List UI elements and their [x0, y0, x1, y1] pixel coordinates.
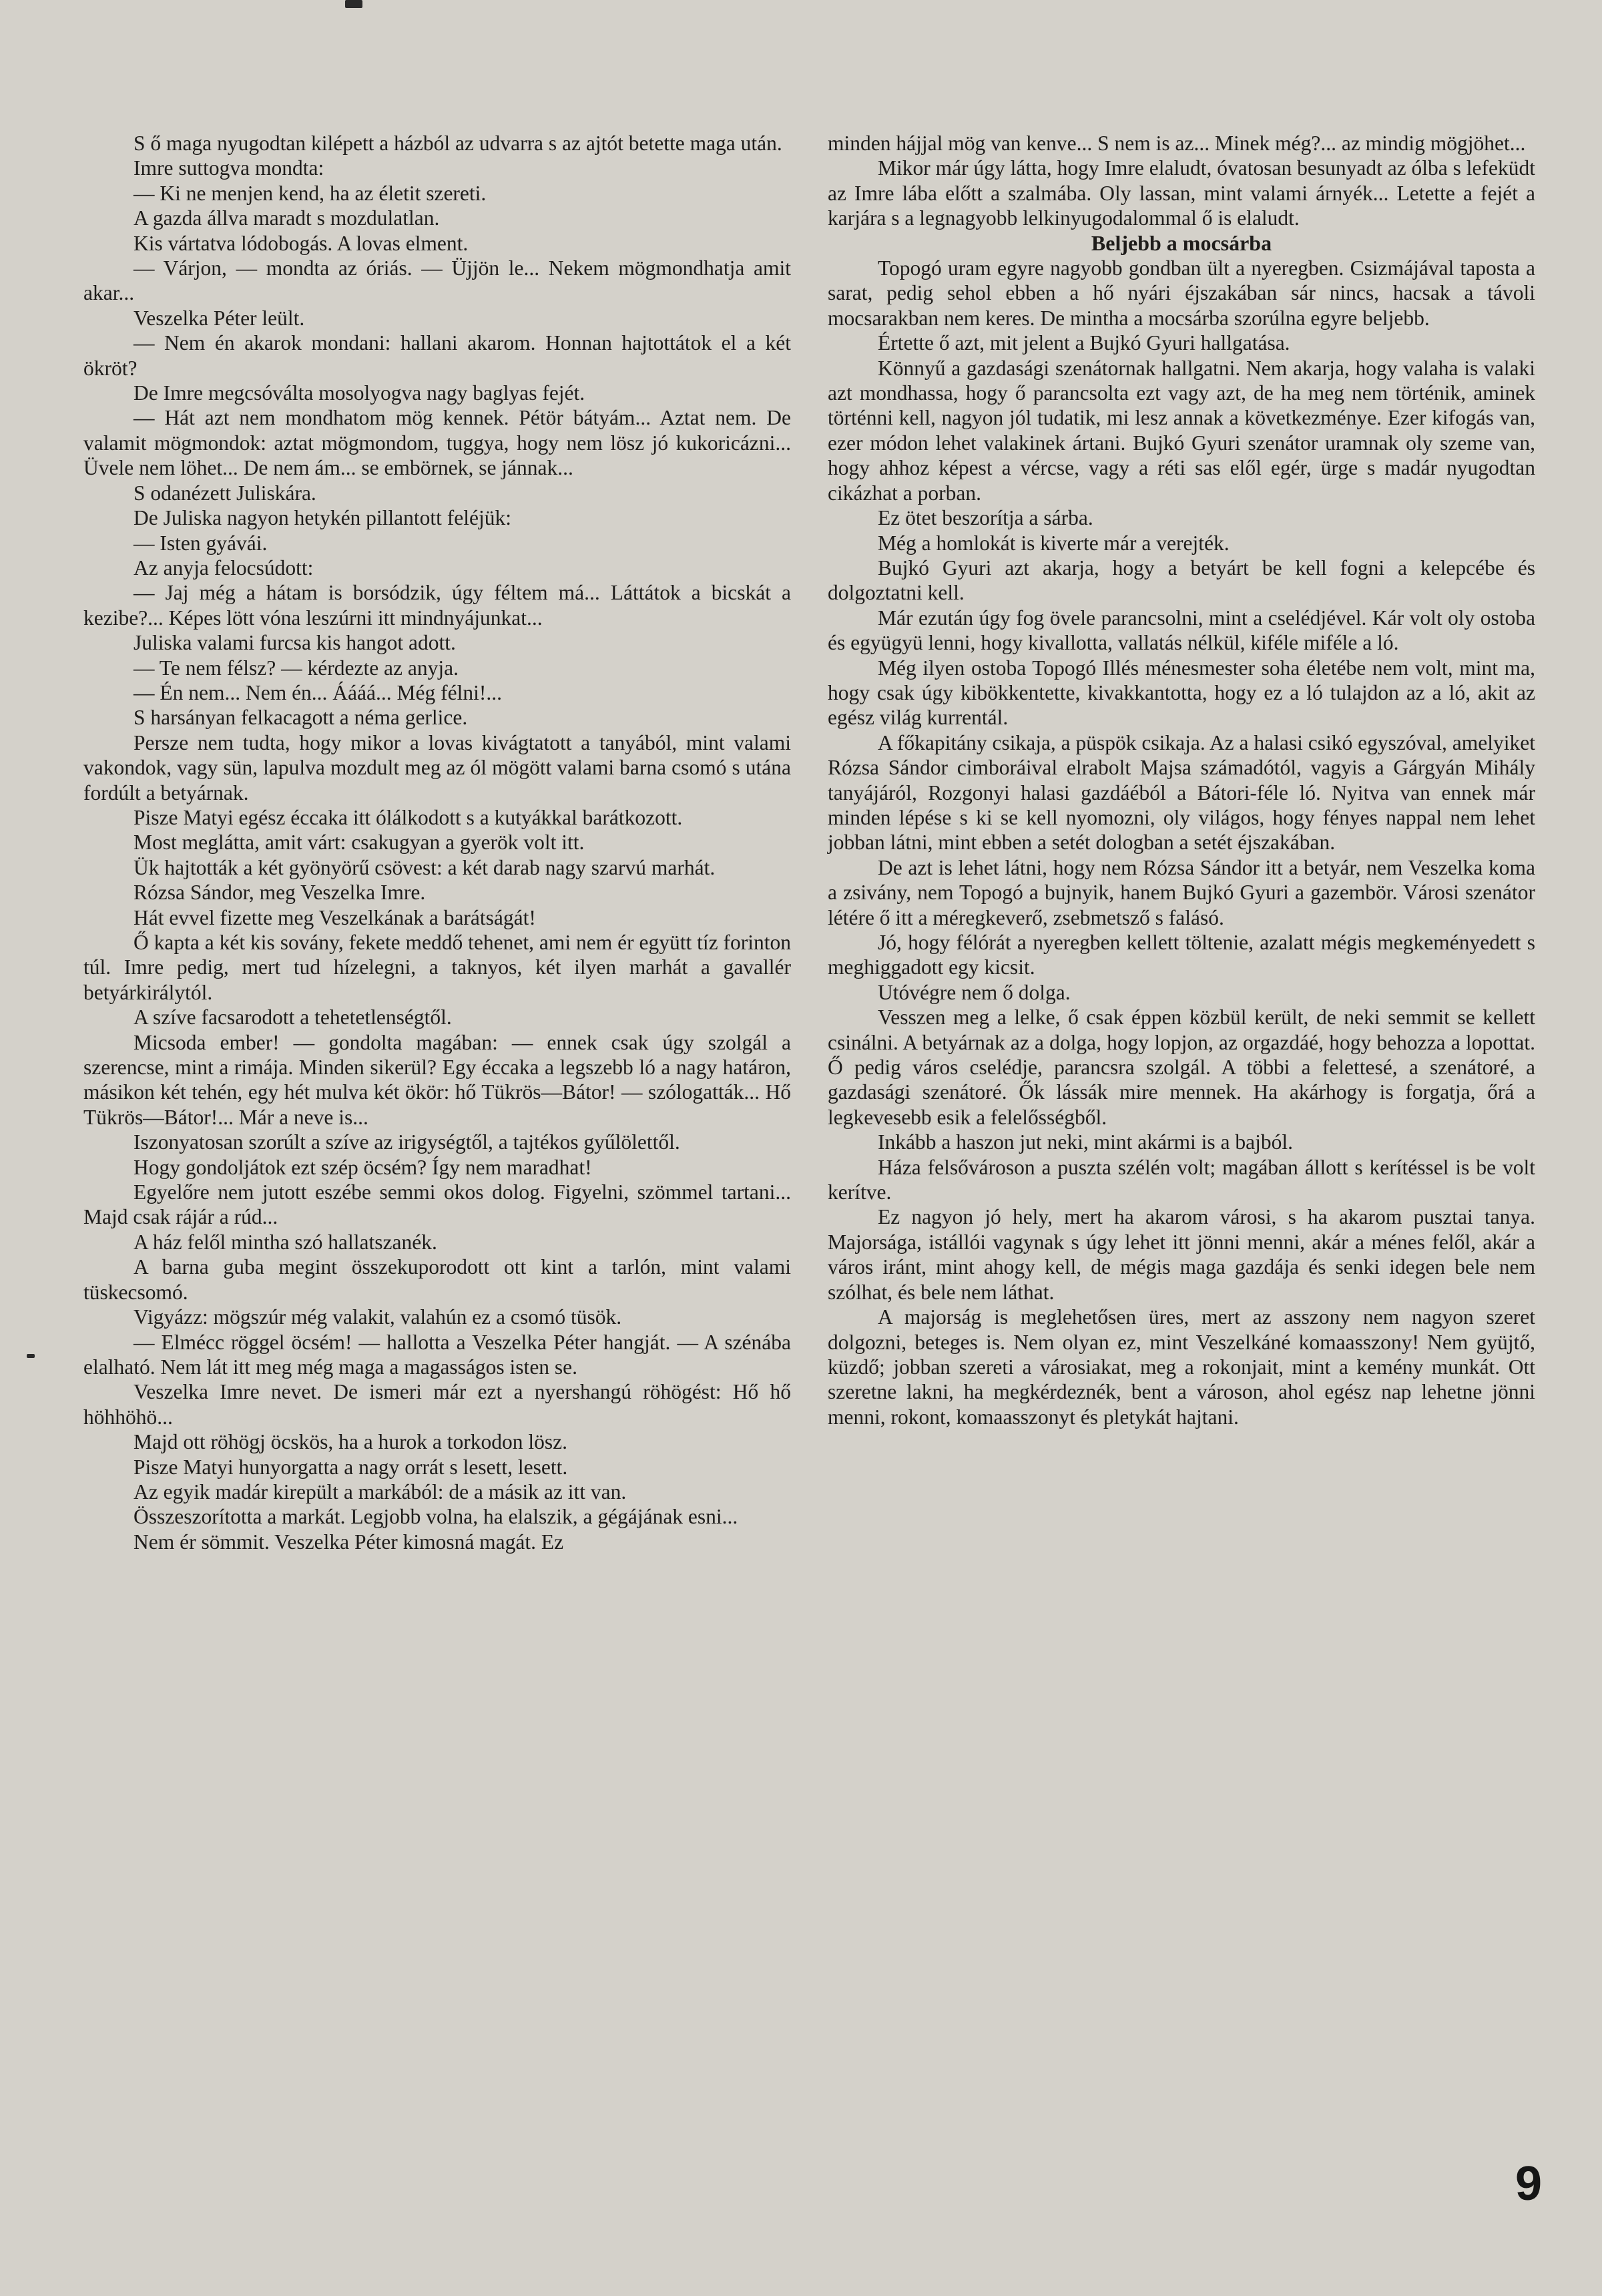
- paragraph: — Te nem félsz? — kérdezte az anyja.: [134, 656, 459, 680]
- paragraph: S odanézett Juliskára.: [134, 481, 316, 505]
- paragraph: A gazda állva maradt s mozdulatlan.: [134, 206, 440, 230]
- paragraph: Vesszen meg a lelke, ő csak éppen közbül került, de neki semmit se kellett csinálni. A betyárnak az a dolga, hogy lopjon, az orgazdáé, hogy behozza a lopottat. Ő pedig város cselédje, parancsra szolgál. A többi a felettesé, a szenátoré, a gazdasági szenátoré. Ők lássák mire mennek. Ha akárhogy is forgatja, őrá a legkevesebb esik a felelősségből.: [828, 1005, 1535, 1129]
- paragraph: A majorság is meglehetősen üres, mert az asszony nem nagyon szeret dolgozni, beteges is. Nem olyan ez, mint Veszelkáné komaasszony! Nem gyüjtő, küzdő; jobban szereti a városiakat, meg a rokonjait, mint a kemény munkát. Ott szeretne lakni, ha megkérdeznék, bent a városon, ahol egész nap lehetne jönni menni, rokont, komaasszonyt és pletykát hajtani.: [828, 1305, 1535, 1429]
- paragraph: Bujkó Gyuri azt akarja, hogy a betyárt be kell fogni a kelepcébe és dolgoztatni kell.: [828, 555, 1535, 605]
- paragraph: Topogó uram egyre nagyobb gondban ült a nyeregben. Csizmájával taposta a sarat, pedig sehol ebben a hő nyári éjszakában sár nincs, hacsak a távoli mocsarakban nem keres. De mintha a mocsárba szorúlna egyre beljebb.: [828, 256, 1535, 330]
- paragraph: — Nem én akarok mondani: hallani akarom. Honnan hajtottátok el a két ökröt?: [83, 331, 791, 380]
- paragraph: Vigyázz: mögszúr még valakit, valahún ez a csomó tüsök.: [134, 1305, 622, 1329]
- paragraph: Veszelka Péter leült.: [134, 306, 305, 330]
- paragraph: Értette ő azt, mit jelent a Bujkó Gyuri hallgatása.: [878, 331, 1290, 355]
- paragraph: A szíve facsarodott a tehetetlenségtől.: [134, 1005, 452, 1029]
- right-column-lead: [828, 131, 1535, 231]
- paragraph: A ház felől mintha szó hallatszanék.: [134, 1230, 437, 1254]
- paragraph: Ük hajtották a két gyönyörű csövest: a két darab nagy szarvú marhát.: [134, 855, 716, 879]
- paragraph: Könnyű a gazdasági szenátornak hallgatni. Nem akarja, hogy valaha is valaki azt mondhassa, hogy ő parancsolta ezt vagy azt, de ha meg nem történik, aminek történni kell, nagyon jól tudatik, mi lesz annak a következménye. Ezer kifogás van, ezer módon lehet valakinek ártani. Bujkó Gyuri szenátor uramnak oly szeme van, hogy ahhoz képest a vércse, vagy a réti sas elől egér, ürge s madár nyugodtan cikázhat a porban.: [828, 356, 1535, 505]
- paragraph: Juliska valami furcsa kis hangot adott.: [134, 631, 456, 655]
- paragraph: A barna guba megint összekuporodott ott kint a tarlón, mint valami tüskecsomó.: [83, 1255, 791, 1304]
- paragraph: Ez nagyon jó hely, mert ha akarom városi, s ha akarom pusztai tanya. Majorsága, istállói vagynak s úgy lehet itt jönni menni, akár a ménes felől, akár a város iránt, mint ahogy kell, de mégis maga gazdája és senki idegen bele nem szólhat, és bele nem láthat.: [828, 1205, 1535, 1304]
- paragraph: Iszonyatosan szorúlt a szíve az irigységtől, a tajtékos gyűlölettől.: [134, 1130, 680, 1154]
- paragraph: — Hát azt nem mondhatom mög kennek. Pétör bátyám... Aztat nem. De valamit mögmondok: aztat mögmondom, tuggya, hogy nem lösz jó kukoricázni... Üvele nem löhet... De nem ám... se embörnek, se jánnak...: [83, 406, 791, 480]
- ink-smudge: [345, 0, 362, 8]
- paragraph: — Én nem... Nem én... Áááá... Még félni!...: [134, 680, 502, 704]
- paragraph: Az egyik madár kirepült a markából: de a másik az itt van.: [134, 1479, 627, 1504]
- paragraph: — Várjon, — mondta az óriás. — Üjjön le... Nekem mögmondhatja amit akar...: [83, 256, 791, 305]
- paragraph: A főkapitány csikaja, a püspök csikaja. Az a halasi csikó egyszóval, amelyiket Rózsa Sándor cimboráival elrabolt Majsa számadótól, vagyis a Gárgyán Mihály tanyájáról, Rozgonyi halasi gazdáéból a Bátori-féle ló. Nyitva van ennek már minden lépése s ki se kell nyomozni, oly világos, hogy fényes nappal nem lehet jobban látni, mint ebben a setét dologban a setét éjszakában.: [828, 730, 1535, 855]
- paragraph: Most meglátta, amit várt: csakugyan a gyerök volt itt.: [134, 831, 585, 855]
- paragraph: Majd ott röhögj öcskös, ha a hurok a torkodon lösz.: [134, 1430, 568, 1454]
- paragraph: Hát evvel fizette meg Veszelkának a barátságát!: [134, 905, 536, 929]
- paragraph: Pisze Matyi egész éccaka itt ólálkodott s a kutyákkal barátkozott.: [134, 805, 683, 829]
- paragraph: De Imre megcsóválta mosolyogva nagy baglyas fejét.: [134, 381, 585, 405]
- paragraph: — Isten gyávái.: [134, 531, 268, 555]
- paragraph: Nem ér sömmit. Veszelka Péter kimosná magát. Ez: [134, 1530, 564, 1554]
- paragraph: Persze nem tudta, hogy mikor a lovas kivágtatott a tanyából, mint valami vakondok, vagy sün, lapulva mozdult meg az ól mögött valami barna csomó s utána fordúlt a betyárnak.: [83, 730, 791, 805]
- paragraph: Még ilyen ostoba Topogó Illés ménesmester soha életébe nem volt, mint ma, hogy csak úgy kibökkentette, kivakkantotta, hogy ez a ló tulajdon az a ló, akit az egész világ kurrentál.: [828, 656, 1535, 730]
- paragraph: Kis vártatva lódobogás. A lovas elment.: [134, 231, 469, 255]
- paragraph: Egyelőre nem jutott eszébe semmi okos dolog. Figyelni, szömmel tartani... Majd csak rájár a rúd...: [83, 1180, 791, 1229]
- paragraph: S harsányan felkacagott a néma gerlice.: [134, 706, 468, 730]
- paragraph: Micsoda ember! — gondolta magában: — ennek csak úgy szolgál a szerencse, mint a rimája. Minden sikerül? Egy éccaka a legszebb ló a nagy határon, másikon két tehén, egy hét mulva két ökör: hő Tükrös—Bátor! — szólogatták... Hő Tükrös—Bátor!... Már a neve is...: [83, 1030, 791, 1129]
- page-number: 9: [1515, 2157, 1543, 2211]
- paragraph: De azt is lehet látni, hogy nem Rózsa Sándor itt a betyár, nem Veszelka koma a zsivány, nem Topogó a bujnyik, hanem Bujkó Gyuri a gazembör. Városi szenátor létére ő itt a méregkeverő, zsebmetsző s falásó.: [828, 855, 1535, 929]
- paragraph: — Elmécc röggel öcsém! — hallotta a Veszelka Péter hangját. — A szénába elalható. Nem lát itt meg még maga a magasságos isten se.: [83, 1330, 791, 1379]
- paragraph: Jó, hogy félórát a nyeregben kellett töltenie, azalatt mégis megkeményedett s meghiggadott egy kicsit.: [828, 931, 1535, 979]
- right-column-section: [828, 256, 1535, 1429]
- paragraph: Már ezután úgy fog övele parancsolni, mint a cselédjével. Kár volt oly ostoba és együgyü lenni, hogy kivallotta, vallatás nélkül, kiféle miféle a ló.: [828, 606, 1535, 655]
- ink-dot: [27, 1354, 35, 1358]
- paragraph: De Juliska nagyon hetykén pillantott feléjük:: [134, 506, 512, 530]
- paragraph: Pisze Matyi hunyorgatta a nagy orrát s lesett, lesett.: [134, 1455, 568, 1479]
- paragraph: Mikor már úgy látta, hogy Imre elaludt, óvatosan besunyadt az ólba s lefeküdt az Imre lába előtt a szalmába. Oly lassan, mint valami árnyék... Letette a fejét a karjára s a legnagyobb lelkinyugodalommal ő is elaludt.: [828, 156, 1535, 230]
- paragraph: S ő maga nyugodtan kilépett a házból az udvarra s az ajtót betette maga után.: [134, 132, 782, 155]
- paragraph: — Ki ne menjen kend, ha az életit szereti.: [134, 181, 487, 205]
- paragraph: Az anyja felocsúdott:: [134, 555, 314, 580]
- paragraph: Imre suttogva mondta:: [134, 156, 324, 180]
- paragraph: Ez ötet beszorítja a sárba.: [878, 506, 1093, 530]
- paragraph: minden hájjal mög van kenve... S nem is az... Minek még?... az mindig mögjöhet...: [828, 132, 1526, 155]
- paragraph: Összeszorította a markát. Legjobb volna, ha elalszik, a gégájának esni...: [134, 1505, 738, 1529]
- paragraph: Ő kapta a két kis sovány, fekete meddő tehenet, ami nem ér együtt tíz forinton túl. Imre pedig, mert tud hízelegni, a taknyos, két ilyen marhát a gavallér betyárkirálytól.: [83, 931, 791, 1004]
- paragraph: Háza felsővároson a puszta szélén volt; magában állott s kerítéssel is be volt kerítve.: [828, 1155, 1535, 1204]
- paragraph: Rózsa Sándor, meg Veszelka Imre.: [134, 881, 426, 905]
- paragraph: — Jaj még a hátam is borsódzik, úgy féltem má... Láttátok a bicskát a kezibe?... Képes lött vóna leszúrni itt mindnyájunkat...: [83, 581, 791, 630]
- paragraph: Inkább a haszon jut neki, mint akármi is a bajból.: [878, 1130, 1293, 1154]
- left-column: [83, 131, 791, 1554]
- paragraph: Még a homlokát is kiverte már a verejték.: [878, 531, 1230, 555]
- right-column: [828, 131, 1535, 1429]
- section-heading: Beljebb a mocsárba: [1091, 230, 1272, 255]
- paragraph: Hogy gondoljátok ezt szép öcsém? Így nem maradhat!: [134, 1155, 592, 1179]
- paragraph: Veszelka Imre nevet. De ismeri már ezt a nyershangú röhögést: Hő hő höhhöhö...: [83, 1380, 791, 1429]
- paragraph: Utóvégre nem ő dolga.: [878, 980, 1071, 1004]
